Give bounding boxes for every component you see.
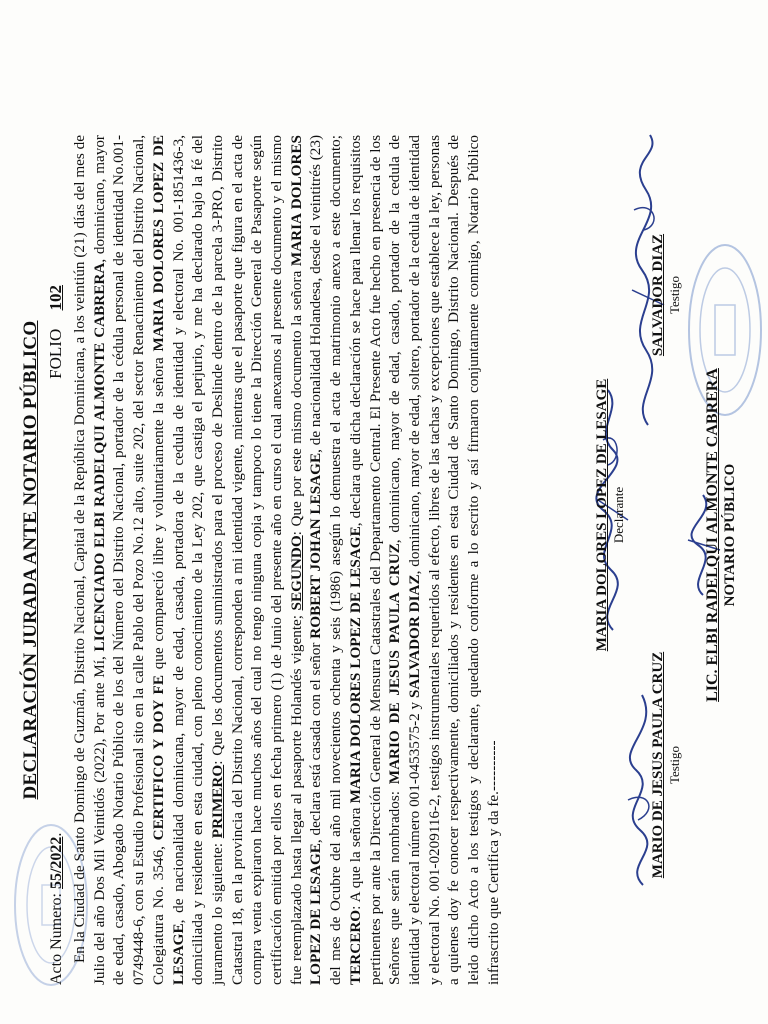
acto-label: Acto Numero:: [48, 893, 65, 985]
acto-value: 55/2022: [48, 836, 65, 890]
rotated-document: [20, 134, 738, 985]
document-title: DECLARACIÓN JURADA ANTE NOTARIO PÚBLICO: [20, 320, 41, 800]
notary-signature-block: [704, 325, 739, 745]
certifico: CERTIFICO Y DOY FE: [149, 675, 167, 841]
declarant-name: MARIA DOLORES LOPEZ DE LESAGE: [149, 135, 187, 985]
witness1-name: MARIO DE JESUS PAULA CRUZ: [386, 543, 404, 785]
folio: [46, 285, 66, 379]
document-body: [70, 135, 503, 985]
declarant-name-2: MARIA DOLORES LOPEZ DE LESAGE: [287, 135, 325, 985]
notary-name: LICENCIADO ELBI RADELQUI ALMONTE CABRERA: [90, 262, 108, 652]
notary-sig-role: NOTARIO PÚBLICO: [722, 463, 738, 607]
witness2-sig-role: Testigo: [667, 275, 682, 315]
spouse-name: ROBERT JOHAN LESAGE: [307, 452, 325, 639]
declarant-signature-block: [594, 345, 627, 685]
notary-sig-name: LIC. ELBI RADELQUI ALMONTE CABRERA: [704, 368, 721, 702]
body-paragraph: En la Ciudad de Santo Domingo de Guzmán, Distrito Nacional, Capital de la República Dominicana, a los veintiún (21) días del mes de Julio del año Dos Mil Veintidós (2022), Por ante Mí, LICENCIADO ELBI RADELQUI ALMONTE CABRERA, dominicano, mayor de edad, casado, Abogado Notario Público de los del Número del Distrito Nacional, portador de la cédula personal de identidad No.001-0749448-6, con su Estudio Profesional sito en la calle Pablo del Pozo No.12 alto, suite 202, del sector Renacimiento del Distrito Nacional, Colegiatura No. 3546, CERTIFICO Y DOY FE que compareció libre y voluntariamente la señora MARIA DOLORES LOPEZ DE LESAGE, de nacionalidad dominicana, mayor de edad, casada, portadora de la cedula de identidad y electoral No. 001-1851436-3, domiciliada y residente en esta ciudad, con pleno conocimiento de la Ley 202, que castiga el perjurio, y me ha declarado bajo la fé del juramento lo siguiente: PRIMERO: Que los documentos suministrados para el proceso de Deslinde dentro de la parcela 3-PRO, Distrito Catastral 18, en la provincia del Distrito Nacional, corresponden a mi identidad vigente, mientras que el pasaporte que figura en el acta de compra venta expiraron hace muchos años del cual no tengo ninguna copia y tampoco lo tiene la Dirección General de Pasaporte según certificación emitida por ellos en fecha primero (1) de Junio del presente año en curso el cual anexamos al presente documento y el mismo fue reemplazado hasta llegar al pasaporte Holandés vigente; SEGUNDO: Que por este mismo documento la señora MARIA DOLORES LOPEZ DE LESAGE, declara está casada con el señor ROBERT JOHAN LESAGE, de nacionalidad Holandesa, desde el veintitrés (23) del mes de Ocubre del año mil novecientos ochenta y seis (1986) asegún lo demuestra el acta de matrimonio anexo a este documento; TERCERO: A que la señora MARIA DOLORES LOPEZ DE LESAGE, declara que dicha declaración se hace para llenar los requisitos pertinentes por ante la Dirección General de Mensura Catastrales del Departamento Central. El Presente Acto fue hecho en presencia de los Señores que serán nombrados: MARIO DE JESUS PAULA CRUZ, dominicano, mayor de edad, casado, portador de la cedula de identidad y electoral número 001-0453575-2 y SALVADOR DIAZ, dominicano, mayor de edad, soltero, portador de la cedula de identidad y electoral No. 001-0209116-2, testigos instrumentales requeridos al efecto, libres de las tachas y excepciones que establece la ley, personas a quienes doy fe conocer respectivamente, domiciliados y residentes en esta Ciudad de Santo Domingo, Distrito Nacional. Después de leido dicho Acto a los testigos y declarante, quedando conforme a lo escrito y así firmaron conjuntamente conmigo, Notario Público infrascrito que Certifica y da fe.----------: [71, 134, 502, 985]
folio-label: FOLIO: [46, 328, 65, 379]
acto-number: Acto Numero: 55/2022.: [48, 832, 65, 985]
witness2-sig-name: SALVADOR DIAZ: [650, 233, 666, 357]
declarant-name-3: MARIA DOLORES LOPEZ DE LESAGE: [346, 526, 364, 804]
declarant-sig-name: MARIA DOLORES LOPEZ DE LESAGE: [594, 378, 610, 652]
witness1-sig-role: Testigo: [667, 745, 682, 785]
declarant-sig-role: Declarante: [611, 486, 626, 544]
witness2-signature-block: [650, 185, 683, 405]
primero-label: PRIMERO: [208, 764, 226, 839]
tercero-label: TERCERO: [346, 909, 364, 985]
folio-number: 102: [46, 285, 65, 311]
witness1-signature-block: [650, 615, 683, 915]
witness1-sig-name: MARIO DE JESUS PAULA CRUZ: [650, 651, 666, 879]
witness2-name: SALVADOR DIAZ: [405, 574, 423, 699]
segundo-label: SEGUNDO: [287, 535, 305, 611]
